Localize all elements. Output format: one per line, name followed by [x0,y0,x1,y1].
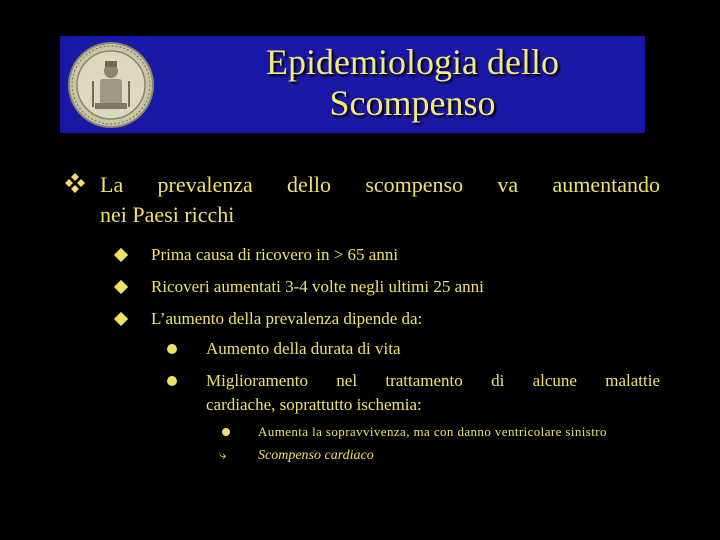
diamond-bullet-icon [114,312,128,326]
consequence-1: Aumenta la sopravvivenza, ma con danno ventricolare sinistro [258,424,607,439]
arrow-bullet-icon: ⤷ [219,448,227,463]
sub-item-3: L’aumento della prevalenza dipende da: [151,309,423,328]
main-bullet-text [100,170,660,230]
slide-title [180,42,645,124]
diamond-bullet-icon [114,248,128,262]
cause-2-line-1: Miglioramento nel trattamento di alcune malattie [206,371,660,390]
consequence-2: Scompenso cardiaco [258,448,374,463]
quad-diamond-bullet-icon [64,172,86,194]
title-line-1: Epidemiologia dello [266,42,559,82]
sub-item-2: Ricoveri aumentati 3-4 volte negli ultimi 25 anni [151,277,484,296]
diamond-bullet-icon [114,280,128,294]
cause-1: Aumento della durata di vita [206,339,401,358]
main-bullet-line-1: La prevalenza dello scompenso va aumentando [100,172,660,197]
circle-bullet-icon [167,344,177,354]
university-seal-icon [67,41,155,129]
circle-bullet-icon [222,428,230,436]
sub-item-1: Prima causa di ricovero in > 65 anni [151,245,399,264]
cause-2-line-2: cardiache, soprattutto ischemia: [206,395,422,414]
title-line-2: Scompenso [329,83,496,123]
main-bullet-line-2: nei Paesi ricchi [100,202,235,227]
title-banner [60,36,645,133]
circle-bullet-icon [167,376,177,386]
